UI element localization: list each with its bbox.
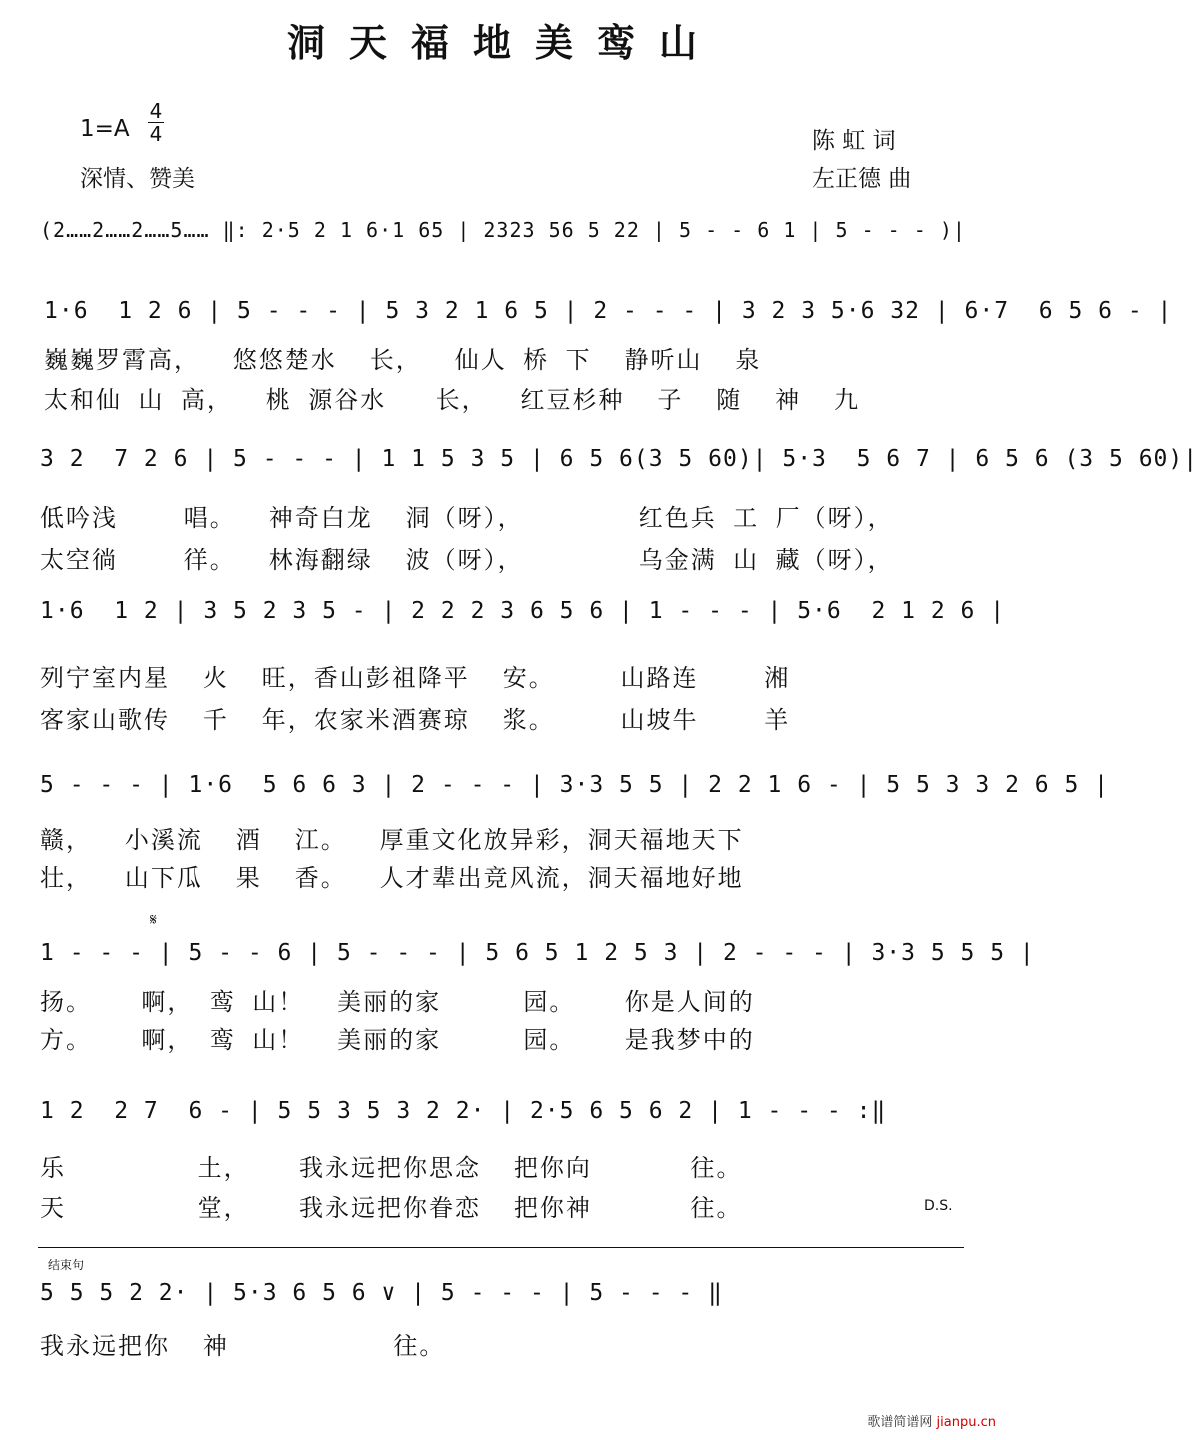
- lyric-verse2-line-1: 太和仙 山 高， 桃 源谷水 长， 红豆杉种 子 随 神 九: [44, 386, 861, 414]
- site-watermark: [867, 1411, 996, 1430]
- lyricist-credit: 陈 虹 词: [812, 128, 896, 154]
- lyric-verse1-line-4: 赣， 小溪流 酒 江。 厚重文化放异彩，洞天福地天下: [40, 826, 744, 854]
- time-signature: [146, 100, 166, 145]
- composer-credit: 左正德 曲: [812, 166, 912, 192]
- ending-bracket-line: [38, 1247, 964, 1248]
- lyric-verse1-line-6: 乐 土， 我永远把你思念 把你向 往。: [40, 1154, 743, 1182]
- notation-line-ending: 5 5 5 2 2· | 5·3 6 5 6 ∨ | 5 - - - | 5 - - - ‖: [40, 1280, 723, 1306]
- ending-label: 结束句: [48, 1258, 85, 1272]
- lyric-ending: 我永远把你 神 往。: [40, 1332, 446, 1360]
- dal-segno-mark: D.S.: [924, 1198, 953, 1214]
- notation-line-2: 3 2 7 2 6 | 5 - - - | 1 1 5 3 5 | 6 5 6(3 5 60)| 5·3 5 6 7 | 6 5 6 (3 5 60)|: [40, 446, 1198, 472]
- lyric-verse1-line-2: 低吟浅 唱。 神奇白龙 洞（呀）， 红色兵 工 厂（呀），: [40, 504, 894, 532]
- lyric-verse2-line-3: 客家山歌传 千 年，农家米酒赛琼 浆。 山坡牛 羊: [40, 706, 791, 734]
- notation-line-5: 1 - - - | 5 - - 6 | 5 - - - | 5 6 5 1 2 5 3 | 2 - - - | 3·3 5 5 5 |: [40, 940, 1035, 966]
- song-title: 洞天福地美鸾山: [286, 20, 721, 65]
- lyric-verse1-line-5: 扬。 啊， 鸾 山！ 美丽的家 园。 你是人间的: [40, 988, 755, 1016]
- lyric-verse2-line-2: 太空徜 徉。 林海翻绿 波（呀）， 乌金满 山 藏（呀），: [40, 546, 894, 574]
- notation-line-1: 1·6 1 2 6 | 5 - - - | 5 3 2 1 6 5 | 2 - - - | 3 2 3 5·6 32 | 6·7 6 5 6 - |: [44, 298, 1173, 324]
- notation-line-3: 1·6 1 2 | 3 5 2 3 5 - | 2 2 2 3 6 5 6 | 1 - - - | 5·6 2 1 2 6 |: [40, 598, 1006, 624]
- lyric-verse2-line-5: 方。 啊， 鸾 山！ 美丽的家 园。 是我梦中的: [40, 1026, 755, 1054]
- notation-line-6: 1 2 2 7 6 - | 5 5 3 5 3 2 2· | 2·5 6 5 6 2 | 1 - - - :‖: [40, 1098, 887, 1124]
- notation-line-4: 5 - - - | 1·6 5 6 6 3 | 2 - - - | 3·3 5 5 | 2 2 1 6 - | 5 5 3 3 2 6 5 |: [40, 772, 1109, 798]
- lyric-verse1-line-3: 列宁室内星 火 旺，香山彭祖降平 安。 山路连 湘: [40, 664, 791, 692]
- segno-sign: 𝄋: [150, 910, 157, 929]
- time-signature-bottom: 4: [149, 122, 163, 146]
- key-signature: 1=A: [80, 116, 130, 142]
- lyric-verse2-line-4: 壮， 山下瓜 果 香。 人才辈出竞风流，洞天福地好地: [40, 864, 744, 892]
- site-name: 歌谱简谱网: [867, 1415, 933, 1430]
- notation-line-intro: (2……2……2……5…… ‖: 2·5 2 1 6·1 65 | 2323 56 5 22 | 5 - - 6 1 | 5 - - - )|: [40, 218, 966, 242]
- lyric-verse1-line-1: 巍巍罗霄高， 悠悠楚水 长， 仙人 桥 下 静听山 泉: [44, 346, 762, 374]
- expression-mark: 深情、赞美: [80, 166, 195, 192]
- lyric-verse2-line-6: 天 堂， 我永远把你眷恋 把你神 往。: [40, 1194, 743, 1222]
- site-domain: jianpu.cn: [936, 1415, 996, 1430]
- time-signature-top: 4: [149, 99, 163, 123]
